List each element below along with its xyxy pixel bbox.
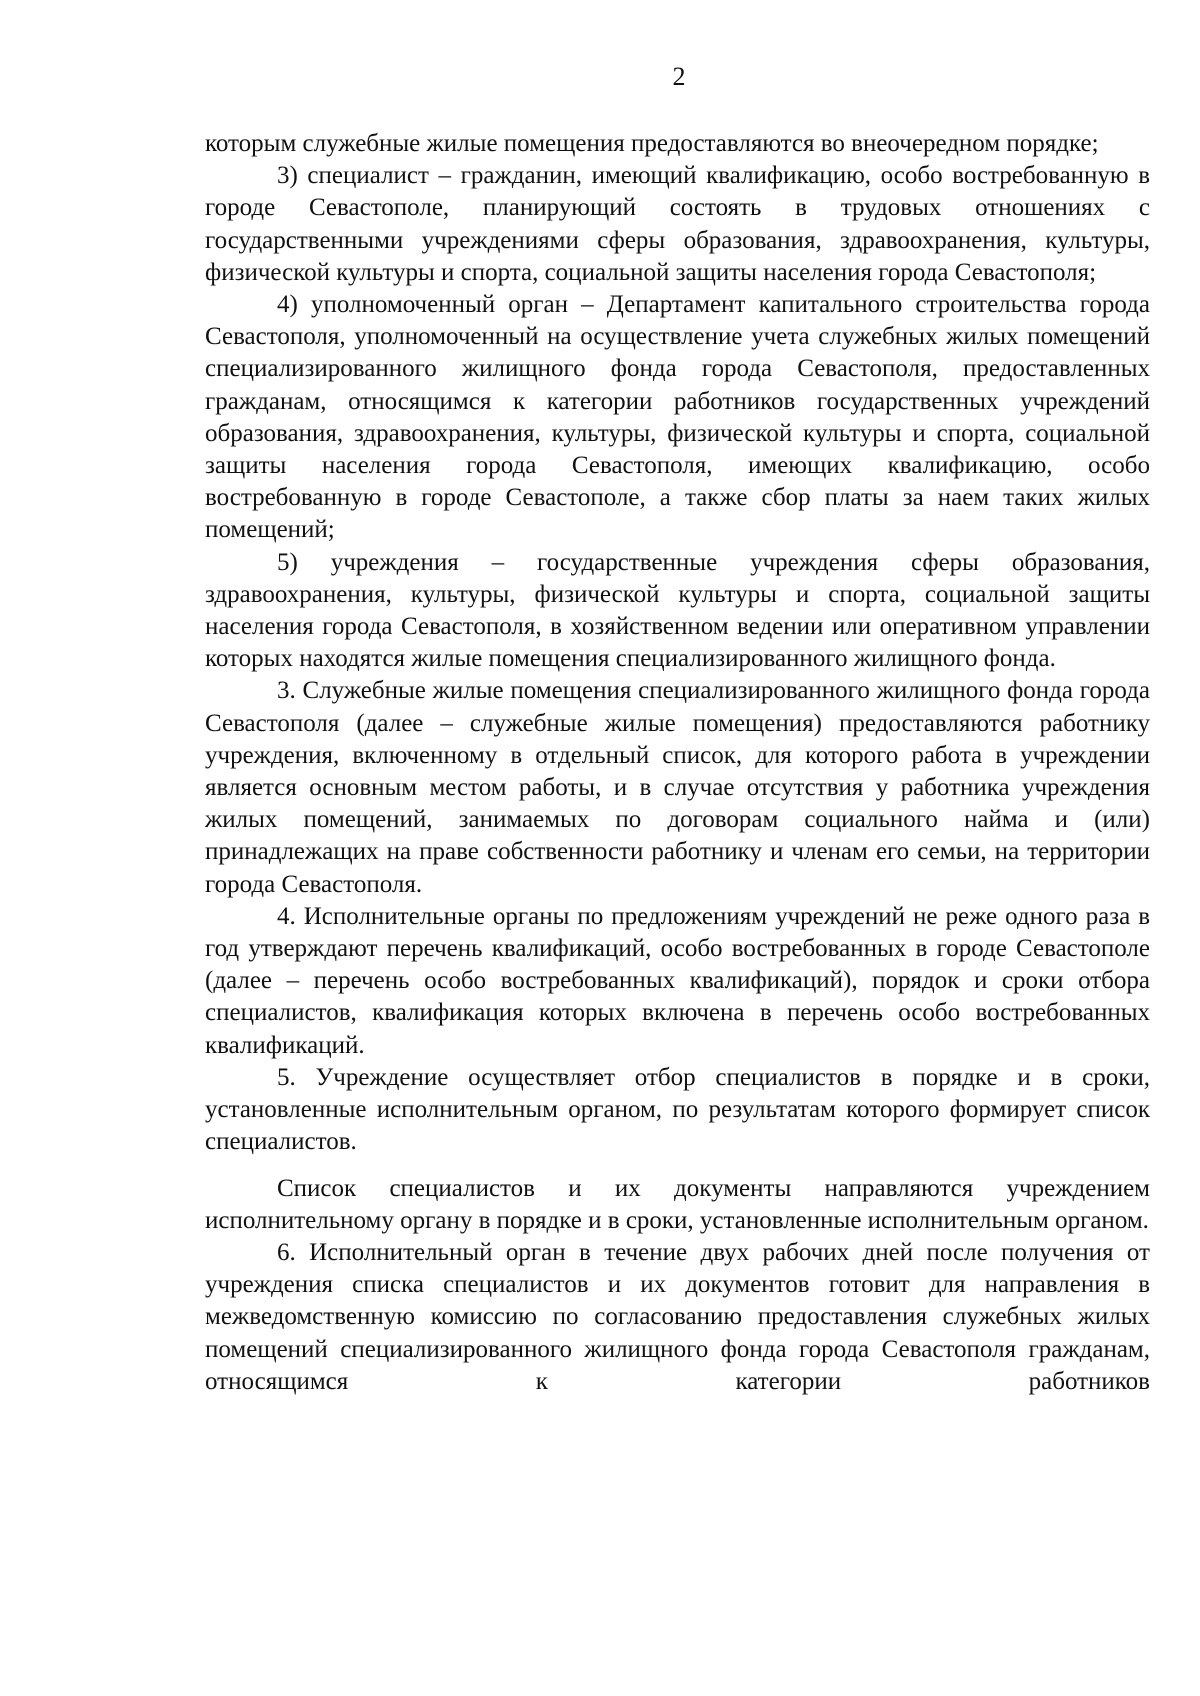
definition-authorized-body: 4) уполномоченный орган – Департамент капитального строительства города Севастополя, уполномоченный на осуществление учета служебных жилых помещений специализированного жилищного фонда города Севастополя, предоставленных гражданам, относящимся к категории работников государственных учреждений образования, здравоохранения, культуры, физической культуры и спорта, социальной защиты населения города Севастополя, имеющих квалификацию, особо востребованную в городе Севастополе, а также сбор платы за наем таких жилых помещений; — [205, 291, 1150, 544]
paragraph-continuation: которым служебные жилые помещения предоставляются во внеочередном порядке; — [205, 130, 1099, 157]
document-body — [205, 128, 1150, 1398]
clause-6: 6. Исполнительный орган в течение двух рабочих дней после получения от учреждения списка специалистов и их документов готовит для направления в межведомственную комиссию по согласованию предоставления служебных жилых помещений специализированного жилищного фонда города Севастополя гражданам, относящимся к категории работников — [205, 1238, 1150, 1395]
definition-institutions: 5) учреждения – государственные учреждения сферы образования, здравоохранения, культуры, физической культуры и спорта, социальной защиты населения города Севастополя, в хозяйственном ведении или оперативном управлении которых находятся жилые помещения специализированного жилищного фонда. — [205, 548, 1150, 673]
clause-3: 3. Служебные жилые помещения специализированного жилищного фонда города Севастополя (далее – служебные жилые помещения) предоставляются работнику учреждения, включенному в отдельный список, для которого работа в учреждении является основным местом работы, и в случае отсутствия у работника учреждения жилых помещений, занимаемых по договорам социального найма и (или) принадлежащих на праве собственности работнику и членам его семьи, на территории города Севастополя. — [205, 677, 1150, 898]
clause-5: 5. Учреждение осуществляет отбор специалистов в порядке и в сроки, установленные исполнительным органом, по результатам которого формирует список специалистов. — [205, 1063, 1150, 1156]
clause-5-list-paragraph: Список специалистов и их документы направляются учреждением исполнительному органу в порядке и в сроки, установленные исполнительным органом. — [205, 1174, 1150, 1234]
page-number: 2 — [672, 62, 686, 91]
clause-4: 4. Исполнительные органы по предложениям учреждений не реже одного раза в год утверждают перечень квалификаций, особо востребованных в городе Севастополе (далее – перечень особо востребованных квалификаций), порядок и сроки отбора специалистов, квалификация которых включена в перечень особо востребованных квалификаций. — [205, 902, 1150, 1059]
definition-specialist: 3) специалист – гражданин, имеющий квалификацию, особо востребованную в городе Севастополе, планирующий состоять в трудовых отношениях с государственными учреждениями сферы образования, здравоохранения, культуры, физической культуры и спорта, социальной защиты населения города Севастополя; — [205, 162, 1150, 286]
